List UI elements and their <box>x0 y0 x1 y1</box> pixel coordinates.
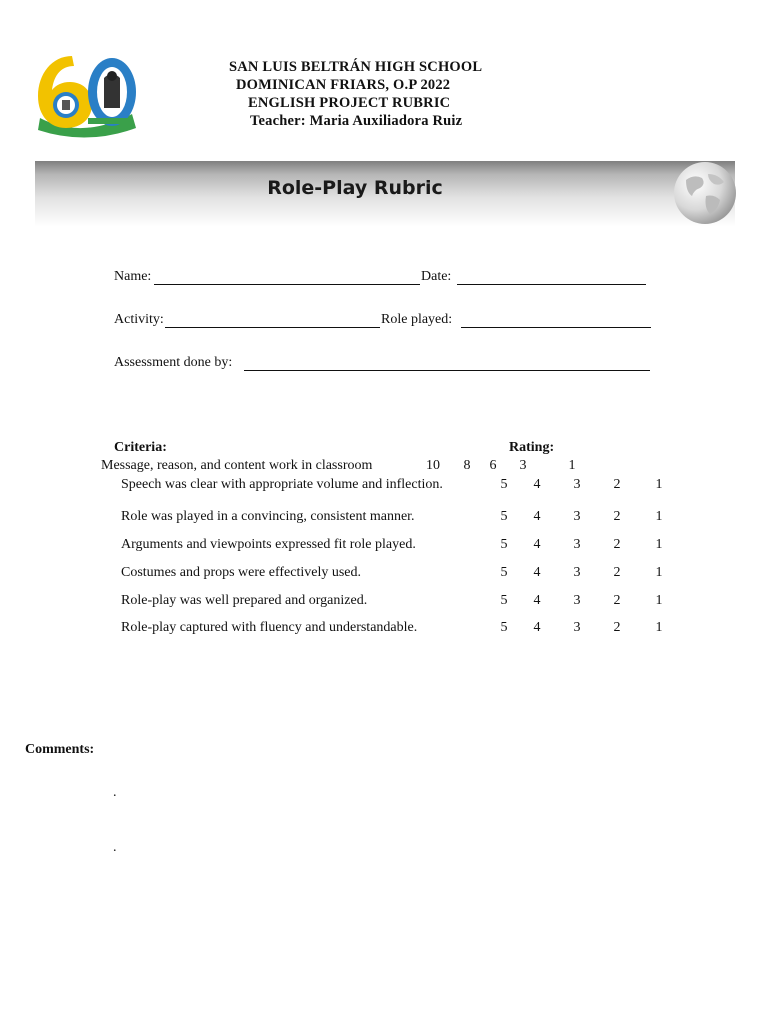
criterion-text: Role-play captured with fluency and understandable. <box>121 620 418 635</box>
role-played-field[interactable] <box>461 327 651 328</box>
assessment-label: Assessment done by: <box>114 355 233 370</box>
rating-option[interactable]: 4 <box>533 537 541 552</box>
rating-option[interactable]: 2 <box>613 565 621 580</box>
criterion-text: Arguments and viewpoints expressed fit role played. <box>121 537 416 552</box>
rating-option[interactable]: 3 <box>573 620 581 635</box>
rating-option[interactable]: 1 <box>655 593 663 608</box>
main-criterion: Message, reason, and content work in classroom <box>101 458 373 473</box>
rating-option[interactable]: 2 <box>613 477 621 492</box>
rating-option[interactable]: 4 <box>533 565 541 580</box>
main-rating-value[interactable]: 10 <box>426 458 440 473</box>
main-rating-value[interactable]: 8 <box>463 458 471 473</box>
globe-icon <box>672 160 738 226</box>
rating-option[interactable]: 1 <box>655 620 663 635</box>
main-rating-value[interactable]: 6 <box>489 458 497 473</box>
rating-option[interactable]: 2 <box>613 509 621 524</box>
rating-option[interactable]: 5 <box>500 537 508 552</box>
title-banner <box>35 161 735 227</box>
criterion-text: Costumes and props were effectively used. <box>121 565 362 580</box>
role-played-label: Role played: <box>381 312 453 327</box>
rating-option[interactable]: 2 <box>613 593 621 608</box>
comment-line-1[interactable]: . <box>113 785 117 800</box>
rating-heading: Rating: <box>509 440 555 455</box>
main-rating-value[interactable]: 1 <box>568 458 576 473</box>
rating-option[interactable]: 3 <box>573 509 581 524</box>
rating-option[interactable]: 1 <box>655 509 663 524</box>
rating-option[interactable]: 3 <box>573 477 581 492</box>
rating-option[interactable]: 5 <box>500 509 508 524</box>
assessment-field[interactable] <box>244 370 650 371</box>
anniversary-60-logo-icon <box>32 48 142 140</box>
criteria-heading: Criteria: <box>114 440 167 455</box>
activity-label: Activity: <box>114 312 164 327</box>
criterion-text: Role-play was well prepared and organized. <box>121 593 368 608</box>
rating-option[interactable]: 3 <box>573 537 581 552</box>
rating-option[interactable]: 4 <box>533 593 541 608</box>
name-field[interactable] <box>154 284 420 285</box>
rating-option[interactable]: 4 <box>533 620 541 635</box>
rating-option[interactable]: 3 <box>573 593 581 608</box>
rating-option[interactable]: 1 <box>655 565 663 580</box>
teacher-name: Teacher: Maria Auxiliadora Ruiz <box>250 113 463 129</box>
criterion-text: Role was played in a convincing, consistent manner. <box>121 509 415 524</box>
rating-option[interactable]: 3 <box>573 565 581 580</box>
rating-option[interactable]: 5 <box>500 565 508 580</box>
rating-option[interactable]: 5 <box>500 593 508 608</box>
activity-field[interactable] <box>165 327 380 328</box>
rating-option[interactable]: 2 <box>613 537 621 552</box>
name-label: Name: <box>114 269 152 284</box>
rating-option[interactable]: 1 <box>655 477 663 492</box>
project-title: ENGLISH PROJECT RUBRIC <box>248 95 451 111</box>
rating-option[interactable]: 5 <box>500 477 508 492</box>
rating-option[interactable]: 1 <box>655 537 663 552</box>
rating-option[interactable]: 4 <box>533 477 541 492</box>
main-rating-value[interactable]: 3 <box>519 458 527 473</box>
date-field[interactable] <box>457 284 646 285</box>
comments-label: Comments: <box>25 742 95 757</box>
rating-option[interactable]: 4 <box>533 509 541 524</box>
school-name: SAN LUIS BELTRÁN HIGH SCHOOL <box>229 59 483 75</box>
criterion-text: Speech was clear with appropriate volume and inflection. <box>121 477 443 492</box>
rating-option[interactable]: 2 <box>613 620 621 635</box>
date-label: Date: <box>421 269 452 284</box>
comment-line-2[interactable]: . <box>113 840 117 855</box>
rating-option[interactable]: 5 <box>500 620 508 635</box>
school-logo <box>32 48 142 140</box>
school-order: DOMINICAN FRIARS, O.P 2022 <box>236 77 451 93</box>
page-title: Role-Play Rubric <box>267 177 443 199</box>
